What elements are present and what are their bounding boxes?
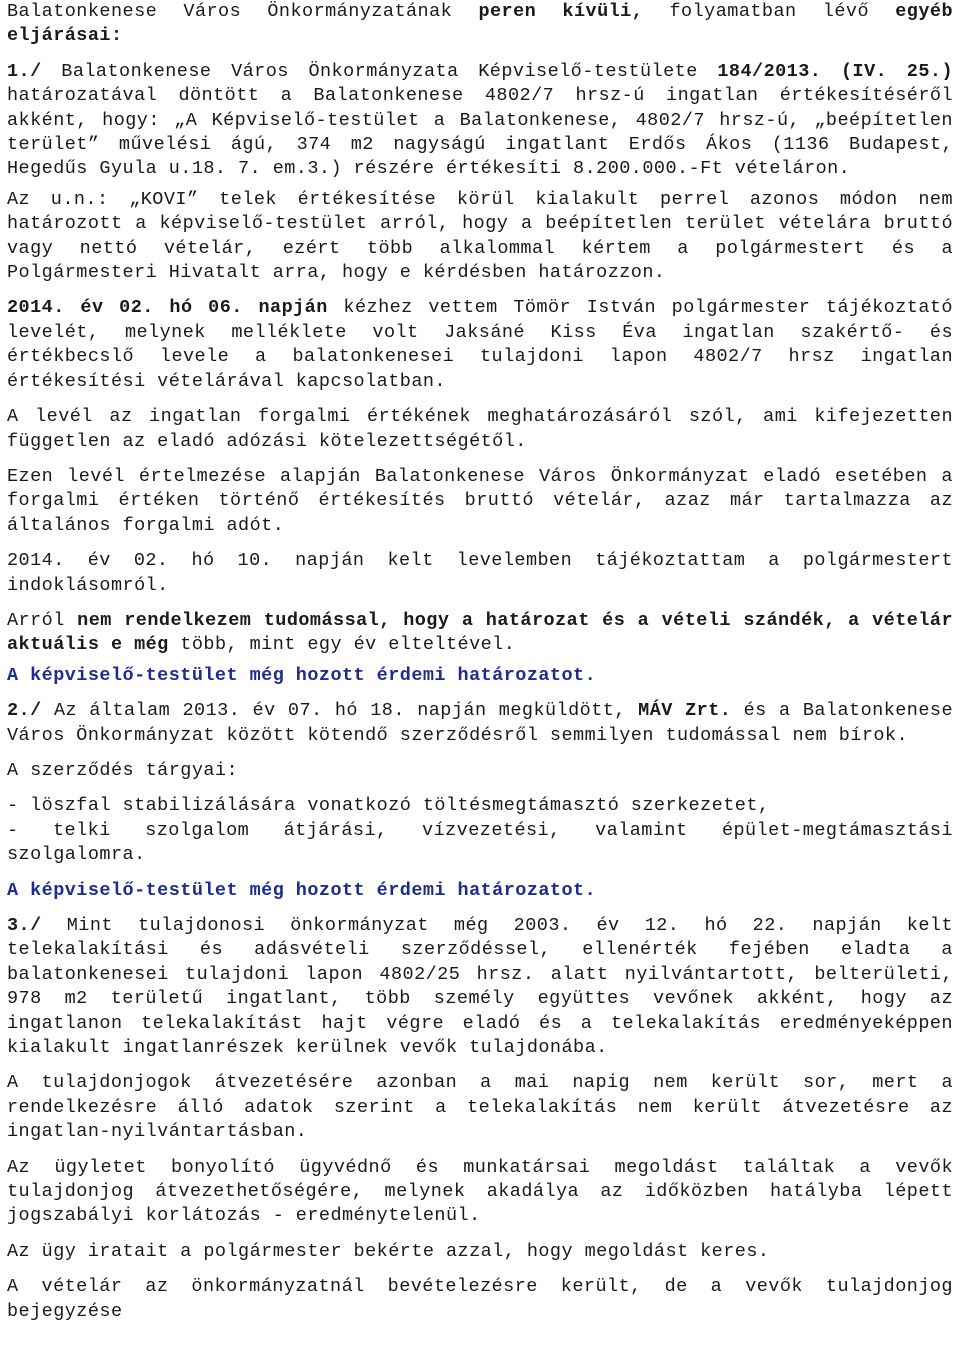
item2-text-2: és a Balatonkenese Város Önkormányzat között kötendő szerződésről semmilyen tudomással nem bírok.: [7, 700, 953, 746]
item2-intro: [7, 699, 953, 748]
item1-intro: [7, 60, 953, 182]
item1-status-text-2: több, mint egy év elteltével.: [168, 634, 516, 656]
item2-subjects-label: A szerződés tárgyai:: [7, 759, 239, 781]
item1-conclusion: A képviselő-testület még hozott érdemi határozatot.: [7, 664, 597, 686]
heading-text-2: folyamatban lévő: [643, 1, 896, 22]
item1-status-text: Arról: [7, 609, 78, 631]
item1-status-emphasis: nem rendelkezem tudomással, hogy a határozat és a vételi szándék, a vételár aktuális e még: [7, 609, 953, 656]
item1-text-2: határozatával döntött a Balatonkenese 4802/7 hrsz-ú ingatlan értékesítéséről akként, hogy: „A Képviselő-testület a Balatonkenese, 4802/7 hrsz-ú, „beépítetlen terület” művelési ágú, 374 m2 nagyságú ingatlant Erdős Ákos (1136 Budapest, Hegedűs Gyula u.18. 7. em.3.) részére értékesíti 8.200.000.-Ft vételáron.: [7, 85, 953, 180]
item1-paragraph-status: [7, 609, 953, 658]
list-item: - telki szolgalom átjárási, vízvezetési, valamint épület-megtámasztási szolgalomra.: [7, 819, 953, 866]
item1-paragraph-kovi: Az u.n.: „KOVI” telek értékesítése körül kialakult perrel azonos módon nem határozott a képviselő-testület arról, hogy a beépítetlen terület vételára bruttó vagy nettó vételár, ezért több alkalommal kértem a polgármestert és a Polgármesteri Hivatalt arra, hogy e kérdésben határozzon.: [7, 188, 953, 284]
item2-organization: MÁV Zrt.: [638, 700, 732, 722]
item2-subjects-list: [7, 794, 953, 867]
item3-paragraph-documents: Az ügy iratait a polgármester bekérte azzal, hogy megoldást keres.: [7, 1240, 770, 1262]
item1-paragraph-interpretation: Ezen levél értelmezése alapján Balatonkenese Város Önkormányzat eladó esetében a forgalmi értéken történő értékesítés bruttó vételár, azaz már tartalmazza az általános forgalmi adót.: [7, 465, 953, 536]
heading-emphasis-peren: peren kívüli,: [478, 1, 644, 22]
item2-number: 2./: [7, 700, 42, 722]
item1-number: 1./: [7, 60, 42, 82]
item1-paragraph-reply: 2014. év 02. hó 10. napján kelt levelemben tájékoztattam a polgármestert indoklásomról.: [7, 550, 953, 596]
list-item: - löszfal stabilizálására vonatkozó töltésmegtámasztó szerkezetet,: [7, 795, 770, 817]
item1-date: 2014. év 02. hó 06. napján: [7, 297, 328, 319]
heading-emphasis-eljarasai: egyéb eljárásai:: [7, 1, 953, 47]
item3-intro: [7, 914, 953, 1060]
item2-text: Az általam 2013. év 07. hó 18. napján megküldött,: [41, 700, 639, 722]
item1-letter-text: kézhez vettem Tömör István polgármester tájékoztató levelét, melynek melléklete volt Jaksáné Kiss Éva ingatlan szakértő- és értékbecslő levele a balatonkenesei tulajdoni lapon 4802/7 hrsz ingatlan értékesítési vételárával kapcsolatban.: [7, 297, 953, 392]
item1-paragraph-letter: [7, 296, 953, 394]
item3-number: 3./: [7, 915, 42, 936]
item1-text: Balatonkenese Város Önkormányzata Képviselő-testülete: [41, 60, 718, 82]
item3-paragraph-transfer: A tulajdonjogok átvezetésére azonban a mai napig nem került sor, mert a rendelkezésre álló adatok szerint a telekalakítás nem került átvezetésre az ingatlan-nyilvántartásban.: [7, 1072, 953, 1143]
item3-text: Mint tulajdonosi önkormányzat még 2003. év 12. hó 22. napján kelt telekalakítási és adásvételi szerződéssel, ellenérték fejében eladta a balatonkenesei tulajdoni lapon 4802/25 hrsz. alatt nyilvántartott, belterületi, 978 m2 területű ingatlant, több személy együttes vevőnek akként, hogy az ingatlanon telekalakítást hajt végre eladó és a telekalakítás eredményeképpen kialakult ingatlanrészek kerülnek vevők tulajdonába.: [7, 915, 953, 1059]
item2-conclusion: A képviselő-testület még hozott érdemi határozatot.: [7, 879, 597, 901]
item1-resolution-number: 184/2013. (IV. 25.): [717, 60, 954, 82]
item1-paragraph-value: A levél az ingatlan forgalmi értékének meghatározásáról szól, ami kifejezetten független az eladó adózási kötelezettségétől.: [7, 406, 953, 452]
section-heading: [7, 0, 953, 49]
heading-text: Balatonkenese Város Önkormányzatának: [7, 1, 479, 22]
item3-paragraph-lawyer: Az ügyletet bonyolító ügyvédnő és munkatársai megoldást találtak a vevők tulajdonjog átvezethetőségére, melynek akadálya az időközben hatályba lépett jogszabályi korlátozás - eredménytelenül.: [7, 1156, 953, 1227]
item3-paragraph-price: A vételár az önkormányzatnál bevételezésre került, de a vevők tulajdonjog bejegyzése: [7, 1276, 953, 1322]
